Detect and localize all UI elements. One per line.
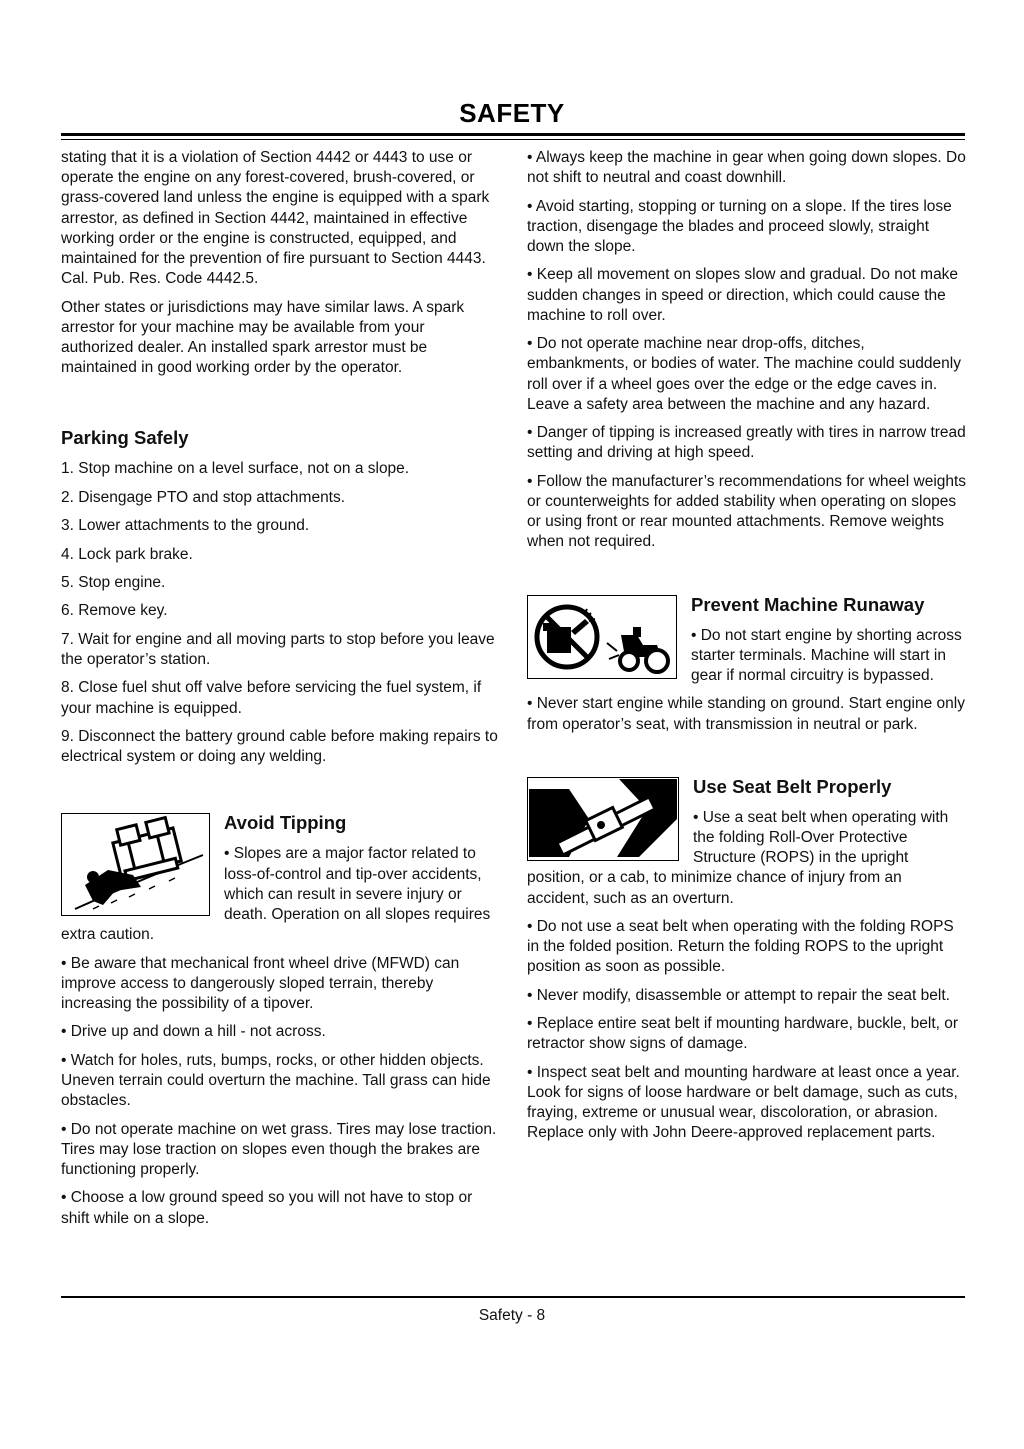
seat-belt-heading: Use Seat Belt Properly (693, 775, 892, 797)
slope-bullet: • Always keep the machine in gear when going down slopes. Do not shift to neutral and coast downhill. (527, 149, 966, 187)
left-column (61, 148, 501, 1237)
parking-step: 1. Stop machine on a level surface, not on a slope. (61, 460, 410, 478)
no-shorting-starter-icon (527, 595, 677, 679)
machine-runaway-section (527, 593, 967, 735)
parking-step: 8. Close fuel shut off valve before servicing the fuel system, if your machine is equipped. (61, 679, 482, 717)
slope-bullet: • Follow the manufacturer’s recommendations for wheel weights or counterweights for added stability when operating on slopes or using front or rear mounted attachments. Remove weights when not required. (527, 472, 967, 551)
seat-belt-bullet: • Use a seat belt when operating with the folding Roll-Over Protective Structure (ROPS) in the upright position, or a cab, to minimize chance of injury from an accident, such as an overturn. (527, 808, 949, 907)
slope-bullet: • Do not operate machine near drop-offs, ditches, embankments, or bodies of water. The machine could suddenly roll over if a wheel goes over the edge or the edge caves in. Leave a safety area between the machine and any hazard. (527, 335, 961, 413)
footer-rule (61, 1296, 965, 1298)
tipping-bullet: • Be aware that mechanical front wheel drive (MFWD) can improve access to dangerously sloped terrain, thereby increasing the possibility of a tipover. (61, 954, 460, 1012)
right-column (527, 148, 967, 1152)
runaway-bullet: • Never start engine while standing on ground. Start engine only from operator’s seat, with transmission in neutral or park. (527, 695, 965, 733)
tipping-bullet: • Watch for holes, ruts, bumps, rocks, or other hidden objects. Uneven terrain could overturn the machine. Tall grass can hide obstacles. (61, 1051, 491, 1110)
tipping-bullet: • Choose a low ground speed so you will not have to stop or shift while on a slope. (61, 1189, 473, 1227)
seat-belt-icon (527, 777, 679, 861)
slope-bullet: • Keep all movement on slopes slow and gradual. Do not make sudden changes in speed or direction, which could cause the machine to roll over. (527, 266, 959, 324)
parking-step: 9. Disconnect the battery ground cable before making repairs to electrical system or doing any welding. (61, 727, 498, 766)
seat-belt-bullet: • Replace entire seat belt if mounting hardware, buckle, belt, or retractor show signs of damage. (527, 1015, 959, 1053)
tipping-tractor-icon (61, 813, 210, 916)
parking-safely-heading: Parking Safely (61, 427, 189, 449)
runaway-bullet: • Do not start engine by shorting across starter terminals. Machine will start in gear if normal circuitry is bypassed. (691, 626, 962, 684)
slope-bullet: • Danger of tipping is increased greatly with tires in narrow tread setting and driving at high speed. (527, 424, 966, 462)
parking-step: 3. Lower attachments to the ground. (61, 517, 310, 535)
tipping-bullet: • Drive up and down a hill - not across. (61, 1023, 326, 1041)
parking-step: 5. Stop engine. (61, 573, 166, 591)
avoid-tipping-heading: Avoid Tipping (224, 812, 347, 834)
spark-arrestor-paragraph: Other states or jurisdictions may have similar laws. A spark arrestor for your machine may be available from your authorized dealer. An installed spark arrestor must be maintained in good working order by the operator. (61, 298, 465, 377)
seat-belt-bullet: • Never modify, disassemble or attempt to repair the seat belt. (527, 986, 950, 1004)
parking-step: 6. Remove key. (61, 602, 168, 620)
parking-step: 2. Disengage PTO and stop attachments. (61, 488, 346, 506)
avoid-tipping-section (61, 811, 501, 1228)
page-number: Safety - 8 (478, 1307, 546, 1324)
tipping-bullet: • Slopes are a major factor related to loss-of-control and tip-over accidents, which can result in severe injury or death. Operation on all slopes requires extra caution. (61, 845, 491, 944)
machine-runaway-heading: Prevent Machine Runaway (691, 593, 925, 615)
parking-step: 7. Wait for engine and all moving parts to stop before you leave the operator’s station. (61, 630, 495, 668)
header-rule-thin (61, 139, 965, 140)
spark-law-paragraph: stating that it is a violation of Section 4442 or 4443 to use or operate the engine on any forest-covered, brush-covered, or grass-covered land unless the engine is equipped with a spark arrestor, as defined in Section 4442, maintained in effective working order or the engine is constructed, equipped, and maintained for the prevention of fire pursuant to Section 4443. Cal. Pub. Res. Code 4442.5. (61, 149, 490, 288)
slope-bullet: • Avoid starting, stopping or turning on a slope. If the tires lose traction, disengage the blades and proceed slowly, straight down the slope. (527, 197, 952, 255)
page-title: SAFETY (459, 98, 565, 128)
header-rule-thick (61, 133, 965, 136)
parking-step: 4. Lock park brake. (61, 545, 193, 563)
tipping-bullet: • Do not operate machine on wet grass. Tires may lose traction. Tires may lose traction on slopes even though the brakes are functioning properly. (61, 1120, 497, 1178)
seat-belt-section (527, 775, 967, 1144)
seat-belt-bullet: • Inspect seat belt and mounting hardware at least once a year. Look for signs of loose hardware or belt damage, such as cuts, fraying, extreme or unusual wear, discoloration, or abrasion. Replace only with John Deere-approved replacement parts. (527, 1063, 960, 1142)
seat-belt-bullet: • Do not use a seat belt when operating with the folding ROPS in the folded position. Return the folding ROPS to the upright position as soon as possible. (527, 918, 954, 976)
